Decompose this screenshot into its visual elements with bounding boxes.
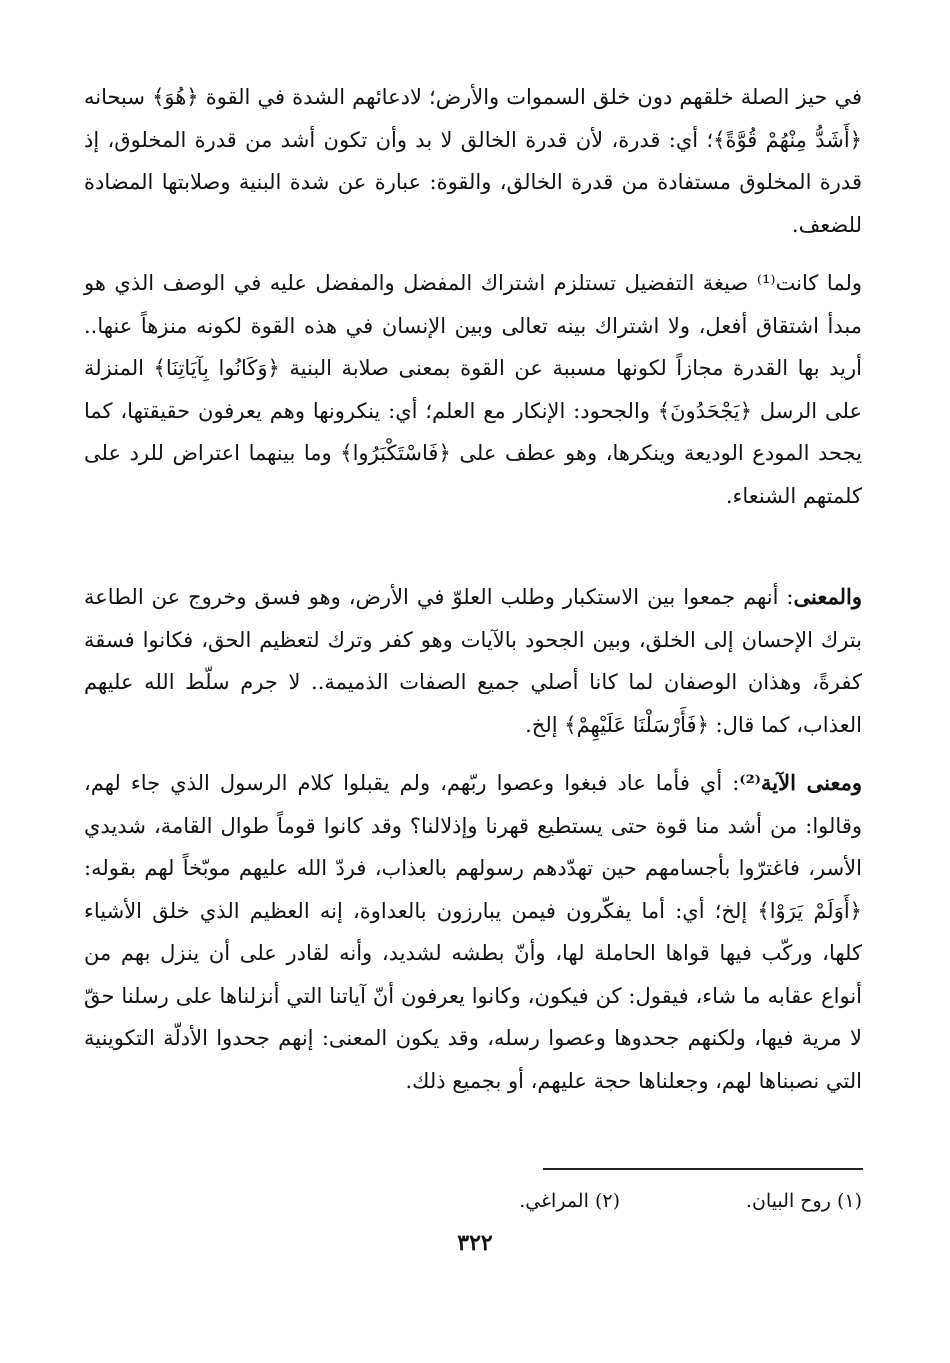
footnote-2 (519, 1186, 620, 1216)
footnote-2-marker: (٢) (594, 1190, 620, 1212)
paragraph-3-text: : أنهم جمعوا بين الاستكبار وطلب العلوّ في الأرض، وهو فسق وخروج عن الطاعة بترك الإحسان إلى الخلق، وبين الجحود بالآيات وهو كفر وترك لتعظيم الحق، فكانوا فسقة كفرةً، وهذان الوصفان لما كانا أصلي جميع الصفات الذميمة.. لا جرم سلّط الله عليهم العذاب، كما قال: ﴿فَأَرْسَلْنَا عَلَيْهِمْ﴾ إلخ. (84, 585, 862, 737)
paragraph-3-body (84, 576, 862, 746)
page-number: ٣٢٢ (457, 1230, 493, 1256)
footnote-divider (543, 1168, 863, 1170)
paragraph-2 (84, 262, 862, 517)
paragraph-4-lead: ومعنى الآية⁽²⁾ (739, 770, 862, 795)
paragraph-4-body (84, 762, 862, 1102)
paragraph-1 (84, 76, 862, 246)
footnote-2-text: المراغي. (519, 1190, 589, 1212)
paragraph-3-lead: والمعنى (793, 584, 862, 609)
footnote-1-marker: (١) (836, 1190, 862, 1212)
paragraph-1-text: في حيز الصلة خلقهم دون خلق السموات والأرض؛ لادعائهم الشدة في القوة ﴿هُوَ﴾ سبحانه ﴿أَشَدُّ مِنْهُمْ قُوَّةً﴾؛ أي: قدرة، لأن قدرة الخالق لا بد وأن تكون أشد من قدرة المخلوق، إذ قدرة المخلوق مستفادة من قدرة الخالق، والقوة: عبارة عن شدة البنية وصلابتها المضادة للضعف. (84, 85, 862, 237)
paragraph-4 (84, 762, 862, 1102)
footnote-1 (746, 1186, 862, 1216)
paragraph-2-text: ولما كانت⁽¹⁾ صيغة التفضيل تستلزم اشتراك المفضل والمفضل عليه في الوصف الذي هو مبدأ اشتقاق أفعل، ولا اشتراك بينه تعالى وبين الإنسان في هذه القوة لكونه منزهاً عنها.. أريد بها القدرة مجازاً لكونها مسببة عن القوة بمعنى صلابة البنية ﴿وَكَانُوا بِآيَاتِنَا﴾ المنزلة على الرسل ﴿يَجْحَدُونَ﴾ والجحود: الإنكار مع العلم؛ أي: ينكرونها وهم يعرفون حقيقتها، كما يجحد المودع الوديعة وينكرها، وهو عطف على ﴿فَاسْتَكْبَرُوا﴾ وما بينهما اعتراض للرد على كلمتهم الشنعاء. (84, 271, 862, 508)
paragraph-3 (84, 576, 862, 746)
paragraph-4-text: : أي فأما عاد فبغوا وعصوا ربّهم، ولم يقبلوا كلام الرسول الذي جاء لهم، وقالوا: من أشد منا قوة حتى يستطيع قهرنا وإذلالنا؟ وقد كانوا قوماً طوال القامة، شديدي الأسر، فاغترّوا بأجسامهم حين تهدّدهم رسولهم بالعذاب، فردّ الله عليهم موبّخاً لهم بقوله: ﴿أَوَلَمْ يَرَوْا﴾ إلخ؛ أي: أما يفكّرون فيمن يبارزون بالعداوة، إنه العظيم الذي خلق الأشياء كلها، وركّب فيها قواها الحاملة لها، وأنّ بطشه لشديد، وأنه لقادر على أن ينزل بهم من أنواع عقابه ما شاء، فيقول: كن فيكون، وكانوا يعرفون أنّ آياتنا التي أنزلناها على رسلنا حقّ لا مرية فيها، ولكنهم جحدوها وعصوا رسله، وقد يكون المعنى: إنهم جحدوا الأدلّة التكوينية التي نصبناها لهم، وجعلناها حجة عليهم، أو بجميع ذلك. (84, 771, 862, 1093)
footnote-1-text: روح البيان. (745, 1190, 831, 1212)
